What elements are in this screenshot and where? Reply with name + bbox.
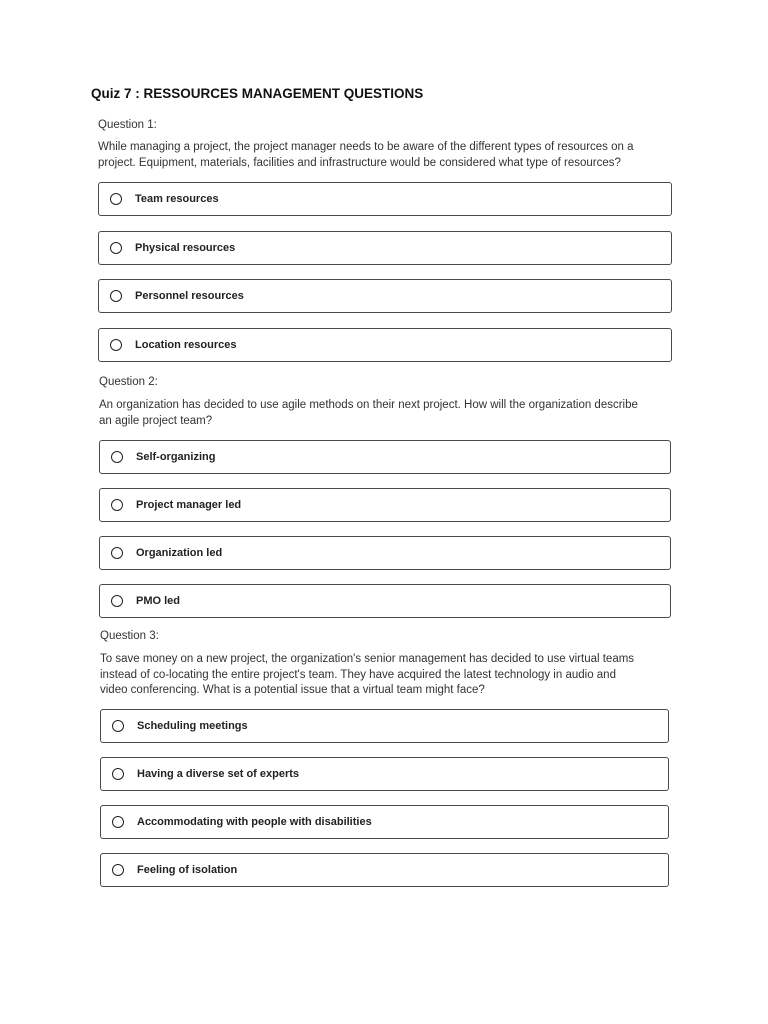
radio-button-icon[interactable] [112, 720, 124, 732]
question-3-text-line: instead of co-locating the entire project's team. They have acquired the latest technology in audio and [100, 668, 616, 681]
question-2-option-1[interactable] [99, 440, 671, 474]
option-label: Physical resources [135, 242, 236, 254]
question-1-text [98, 140, 634, 171]
option-label: Scheduling meetings [137, 720, 248, 732]
question-1-label: Question 1: [98, 119, 157, 131]
question-2-option-2[interactable] [99, 488, 671, 522]
radio-button-icon[interactable] [111, 451, 123, 463]
option-label: Personnel resources [135, 290, 244, 302]
question-1-option-4[interactable] [98, 328, 672, 362]
question-2-text [99, 398, 638, 429]
quiz-title: Quiz 7 : RESSOURCES MANAGEMENT QUESTIONS [91, 86, 424, 101]
option-label: Feeling of isolation [137, 864, 238, 876]
question-3-text-line: To save money on a new project, the organization's senior management has decided to use virtual teams [100, 653, 635, 665]
radio-button-icon[interactable] [110, 242, 122, 254]
option-label: Having a diverse set of experts [137, 768, 300, 780]
radio-button-icon[interactable] [110, 290, 122, 302]
option-label: Team resources [135, 193, 219, 205]
option-label: Accommodating with people with disabilities [137, 816, 372, 828]
question-3-option-1[interactable] [100, 709, 669, 743]
radio-button-icon[interactable] [111, 547, 123, 559]
radio-button-icon[interactable] [110, 193, 122, 205]
radio-button-icon[interactable] [110, 339, 122, 351]
radio-button-icon[interactable] [112, 864, 124, 876]
question-3-option-3[interactable] [100, 805, 669, 839]
question-2-text-line: an agile project team? [99, 414, 213, 427]
question-1-text-line: project. Equipment, materials, facilities and infrastructure would be considered what type of resources? [98, 156, 621, 169]
option-label: PMO led [136, 595, 181, 607]
option-label: Self-organizing [136, 451, 216, 463]
question-3-text [100, 652, 634, 699]
question-1-option-3[interactable] [98, 279, 672, 313]
question-1-option-2[interactable] [98, 231, 672, 265]
question-3-option-2[interactable] [100, 757, 669, 791]
radio-button-icon[interactable] [112, 768, 124, 780]
question-2-option-4[interactable] [99, 584, 671, 618]
question-3-text-line: video conferencing. What is a potential issue that a virtual team might face? [100, 684, 485, 696]
option-label: Project manager led [136, 499, 242, 511]
question-2-text-line: An organization has decided to use agile methods on their next project. How will the organization describe [99, 399, 638, 411]
question-1-option-1[interactable] [98, 182, 672, 216]
option-label: Location resources [135, 339, 237, 351]
question-2-label: Question 2: [99, 376, 158, 388]
question-3-label: Question 3: [100, 630, 159, 642]
radio-button-icon[interactable] [111, 595, 123, 607]
question-3-option-4[interactable] [100, 853, 669, 887]
question-1-text-line: While managing a project, the project manager needs to be aware of the different types of resources on a [98, 141, 634, 153]
question-2-option-3[interactable] [99, 536, 671, 570]
option-label: Organization led [136, 547, 223, 559]
radio-button-icon[interactable] [111, 499, 123, 511]
radio-button-icon[interactable] [112, 816, 124, 828]
